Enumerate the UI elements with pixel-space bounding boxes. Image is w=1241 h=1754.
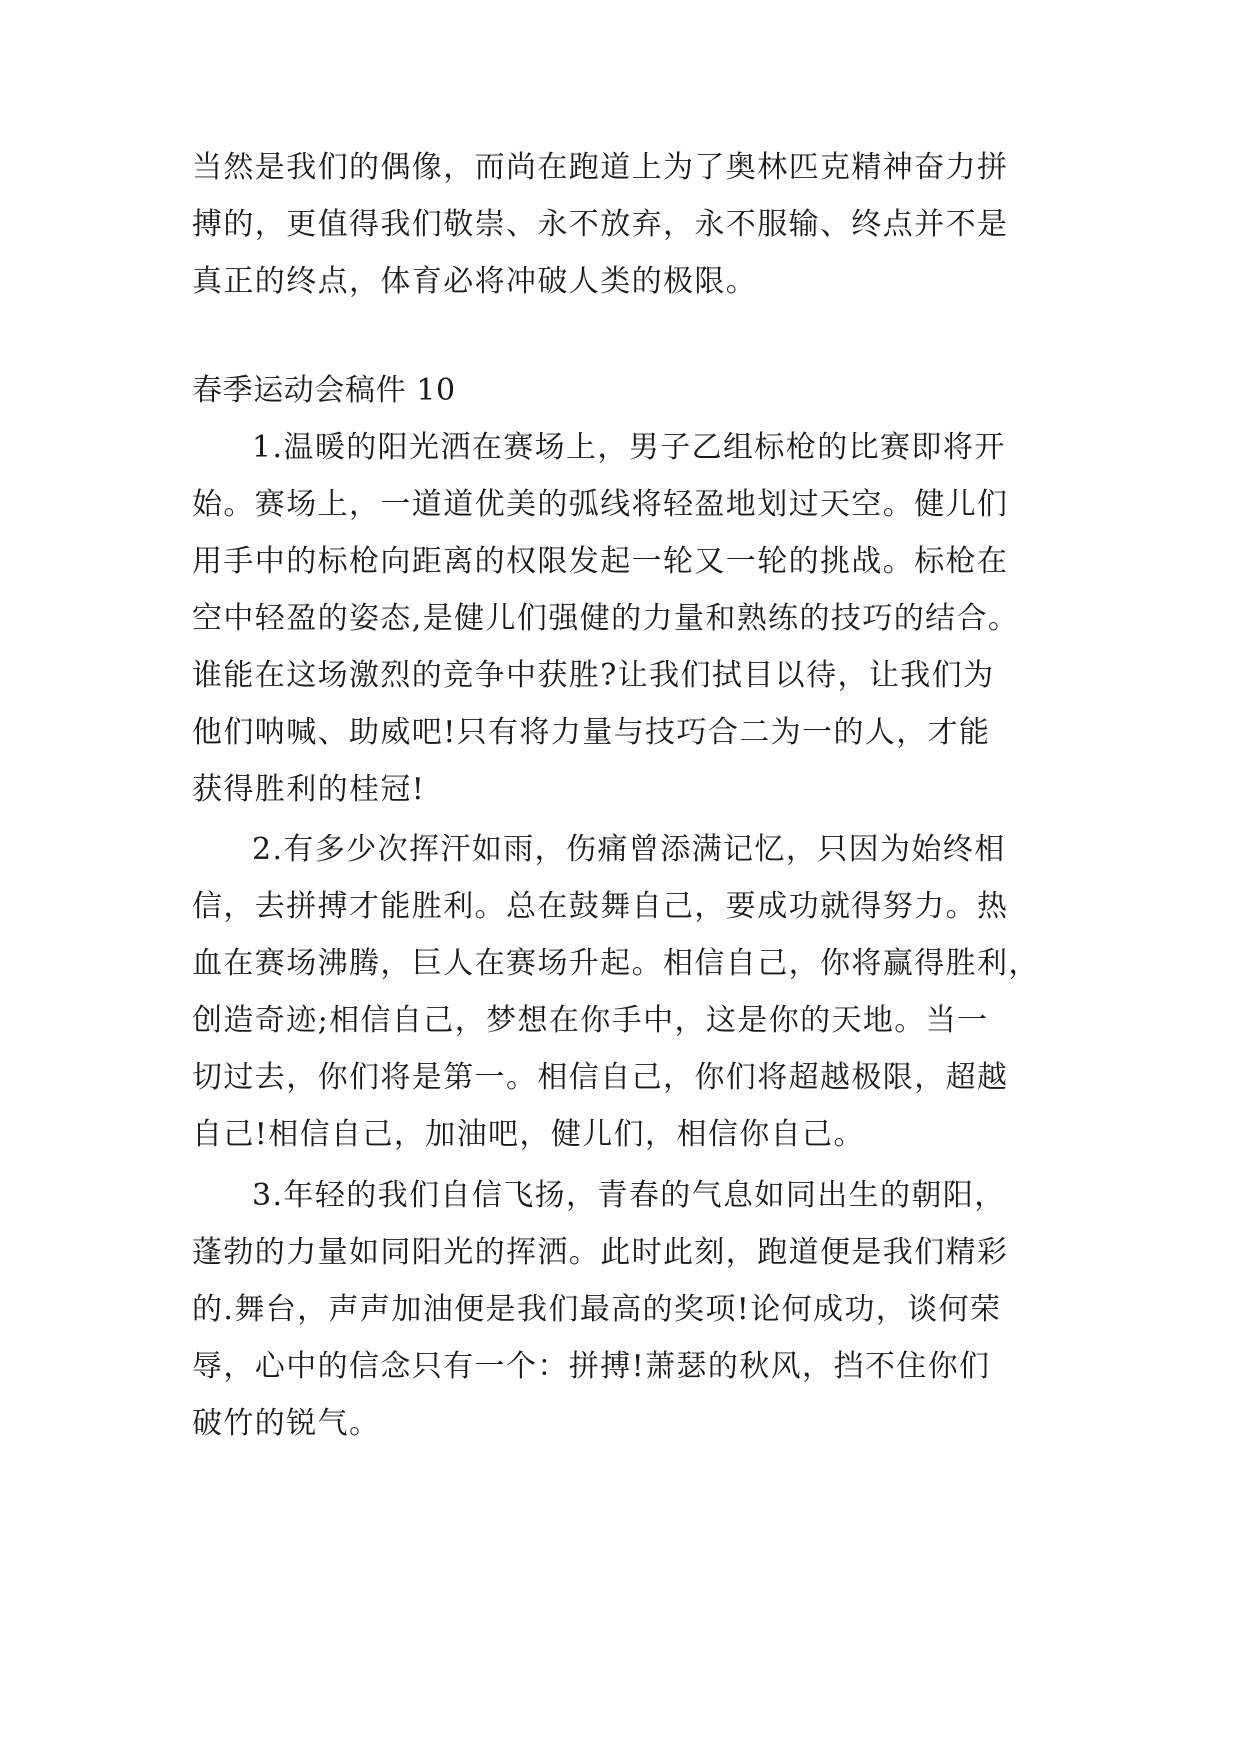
paragraph-line: 信，去拼搏才能胜利。总在鼓舞自己，要成功就得努力。热 bbox=[192, 889, 1009, 924]
paragraph-line: 辱，心中的信念只有一个：拼搏!萧瑟的秋风，挡不住你们 bbox=[192, 1349, 991, 1384]
paragraph-line: 蓬勃的力量如同阳光的挥洒。此时此刻，跑道便是我们精彩 bbox=[192, 1235, 1009, 1270]
intro-line: 真正的终点，体育必将冲破人类的极限。 bbox=[192, 264, 758, 299]
paragraph-line: 创造奇迹;相信自己，梦想在你手中，这是你的天地。当一 bbox=[192, 1003, 989, 1038]
intro-line: 当然是我们的偶像，而尚在跑道上为了奥林匹克精神奋力拼 bbox=[192, 150, 1009, 185]
paragraph-line: 自己!相信自己，加油吧，健儿们，相信你自己。 bbox=[192, 1117, 865, 1152]
paragraph-line: 的.舞台，声声加油便是我们最高的奖项!论何成功，谈何荣 bbox=[192, 1292, 1002, 1327]
paragraph-line: 血在赛场沸腾，巨人在赛场升起。相信自己，你将赢得胜利， bbox=[192, 946, 1040, 981]
paragraph-line: 2.有多少次挥汗如雨，伤痛曾添满记忆，只因为始终相 bbox=[252, 832, 1006, 867]
paragraph-line: 他们呐喊、助威吧!只有将力量与技巧合二为一的人，才能 bbox=[192, 715, 991, 750]
paragraph-line: 切过去，你们将是第一。相信自己，你们将超越极限，超越 bbox=[192, 1060, 1009, 1095]
paragraph-line: 3.年轻的我们自信飞扬，青春的气息如同出生的朝阳， bbox=[252, 1178, 1006, 1213]
paragraph-line: 用手中的标枪向距离的权限发起一轮又一轮的挑战。标枪在 bbox=[192, 544, 1009, 579]
paragraph-line: 获得胜利的桂冠! bbox=[192, 772, 426, 807]
paragraph-line: 始。赛场上，一道道优美的弧线将轻盈地划过天空。健儿们 bbox=[192, 487, 1009, 522]
intro-line: 搏的，更值得我们敬崇、永不放弃，永不服输、终点并不是 bbox=[192, 207, 1009, 242]
paragraph-line: 破竹的锐气。 bbox=[192, 1406, 381, 1441]
paragraph-line: 谁能在这场激烈的竞争中获胜?让我们拭目以待，让我们为 bbox=[192, 658, 995, 693]
paragraph-line: 1.温暖的阳光洒在赛场上，男子乙组标枪的比赛即将开 bbox=[252, 430, 1006, 465]
paragraph-line: 空中轻盈的姿态,是健儿们强健的力量和熟练的技巧的结合。 bbox=[192, 601, 1020, 636]
section-title: 春季运动会稿件 10 bbox=[192, 373, 456, 408]
